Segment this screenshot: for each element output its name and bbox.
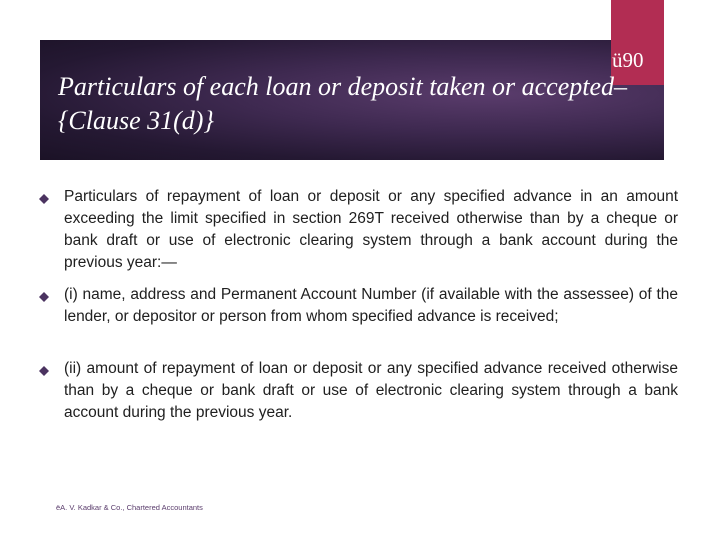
diamond-bullet-icon	[44, 366, 49, 376]
footer-credit: ëA. V. Kadkar & Co., Chartered Accountants	[56, 503, 203, 512]
diamond-bullet-icon	[44, 194, 49, 204]
bullet-text: (i) name, address and Permanent Account Number (if available with the assessee) of the lender, or depositor or person from whom specified advance is received;	[64, 286, 678, 325]
page-number: ü90	[612, 48, 644, 72]
bullet-text: Particulars of repayment of loan or deposit or any specified advance in an amount exceeding the limit specified in section 269T received otherwise than by a cheque or bank draft or use of electronic clearing system through a bank account during the previous year:—	[64, 188, 678, 271]
bullet-text: (ii) amount of repayment of loan or deposit or any specified advance received otherwise than by a cheque or bank draft or use of electronic clearing system through a bank account during the previous year.	[64, 360, 678, 421]
diamond-bullet-icon	[44, 292, 49, 302]
slide-title: Particulars of each loan or deposit taken or accepted– {Clause 31(d)}	[58, 72, 628, 135]
